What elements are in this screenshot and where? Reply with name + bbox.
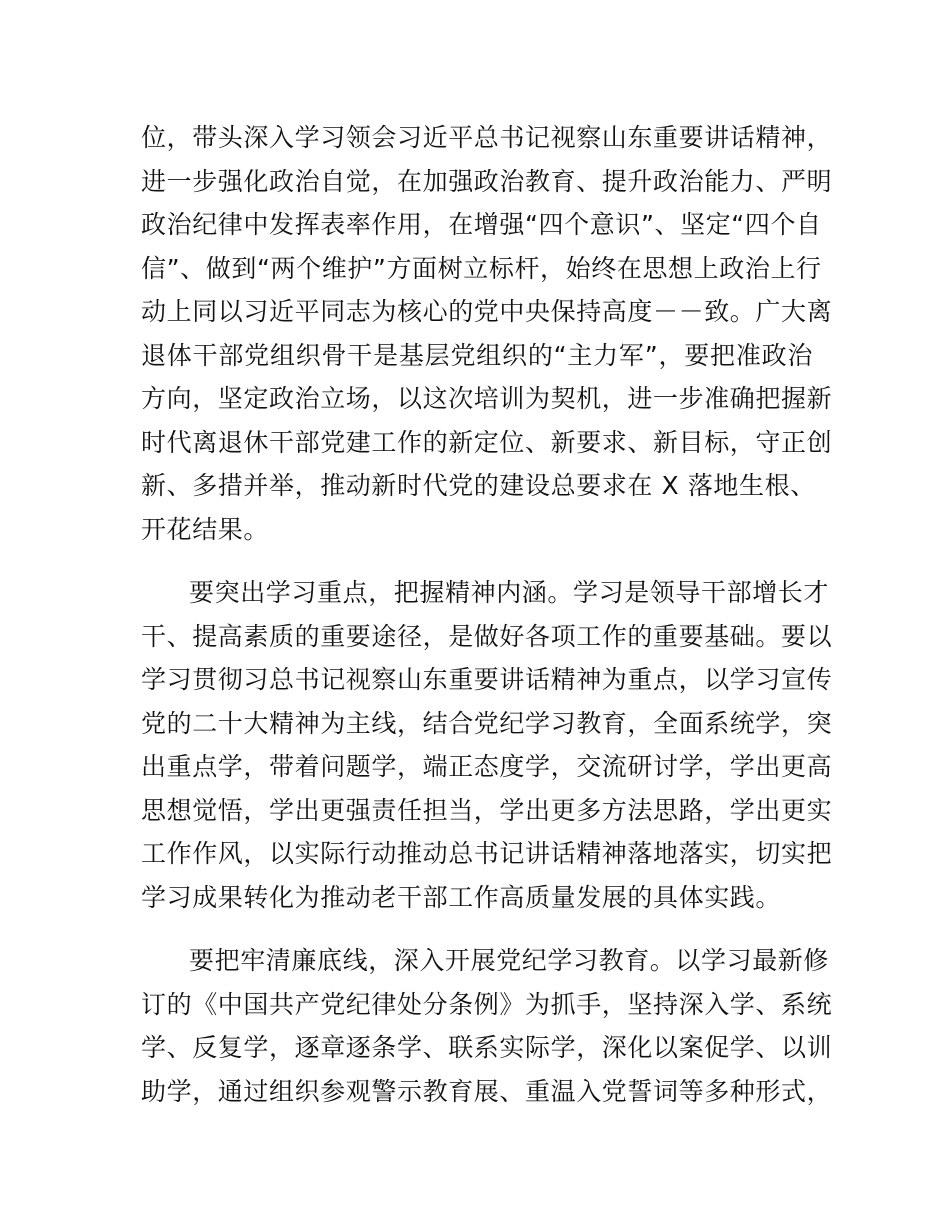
paragraph-1 [141,116,833,551]
text-line: 学、反复学，逐章逐条学、联系实际学，深化以案促学、以训 [141,1033,833,1062]
text-line: 订的《中国共产党纪律处分条例》为抓手，坚持深入学、系统 [141,989,833,1019]
text-line: 开花结果。 [141,514,270,544]
text-line: 方向，坚定政治立场，以这次培训为契机，进一步准确把握新 [141,384,833,413]
text-line: 干、提高素质的重要途径，是做好各项工作的重要基础。要以 [141,621,833,651]
text-line: 信”、做到“两个维护”方面树立标杆，始终在思想上政治上行 [141,253,822,283]
text-line: 工作作风，以实际行动推动总书记讲话精神落地落实，切实把 [141,839,833,868]
text-line: 时代离退休干部党建工作的新定位、新要求、新目标，守正创 [141,427,833,457]
document-body [141,116,833,1113]
text-line: 要把牢清廉底线，深入开展党纪学习教育。以学习最新修 [189,946,830,975]
text-line: 学习成果转化为推动老干部工作高质量发展的具体实践。 [141,882,782,912]
text-line: 学习贯彻习总书记视察山东重要讲话精神为重点，以学习宣传 [141,665,833,694]
paragraph-2 [141,571,833,919]
text-line: 位，带头深入学习领会习近平总书记视察山东重要讲话精神， [141,123,833,152]
paragraph-spacer [141,919,813,939]
text-line: 进一步强化政治自觉，在加强政治教育、提升政治能力、严明 [141,166,833,196]
text-line: 出重点学，带着问题学，端正态度学，交流研讨学，学出更高 [141,752,833,781]
text-line: 政治纪律中发挥表率作用，在增强“四个意识”、坚定“四个自 [141,210,822,239]
paragraph-3 [141,939,833,1113]
text-line: 党的二十大精神为主线，结合党纪学习教育，全面系统学，突 [141,708,833,738]
text-line: 思想觉悟，学出更强责任担当，学出更多方法思路，学出更实 [141,795,833,825]
text-line: 动上同以习近平同志为核心的党中央保持高度－－致。广大离 [141,297,833,326]
text-line: 助学，通过组织参观警示教育展、重温入党誓词等多种形式， [141,1076,833,1106]
text-line: 退体干部党组织骨干是基层党组织的“主力军”，要把准政治 [141,340,813,370]
paragraph-spacer [141,551,813,571]
text-line: 要突出学习重点，把握精神内涵。学习是领导干部增长才 [189,578,830,607]
text-line: 新、多措并举，推动新时代党的建设总要求在 X 落地生根、 [141,471,816,500]
